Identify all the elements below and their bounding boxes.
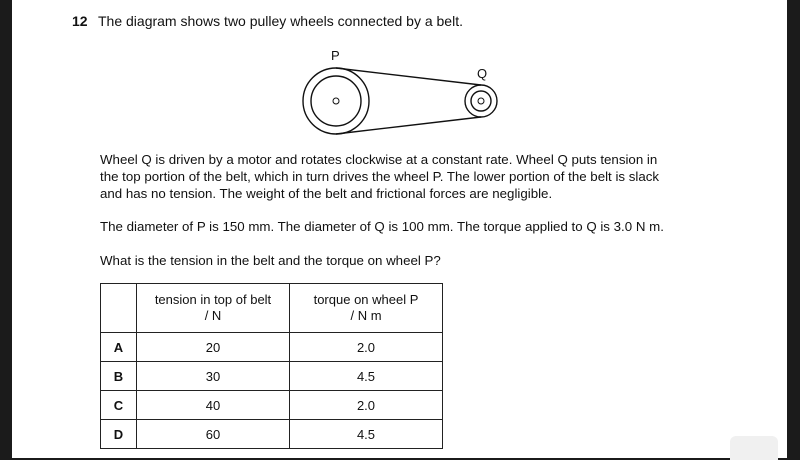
paragraph-description	[100, 151, 740, 202]
torque-value: 2.0	[290, 391, 443, 420]
wheel-p-outer	[303, 68, 369, 134]
header-tension-label: tension in top of belt	[154, 292, 272, 307]
option-letter: B	[101, 362, 137, 391]
torque-value: 4.5	[290, 420, 443, 449]
option-letter: C	[101, 391, 137, 420]
wheel-p-inner	[311, 76, 361, 126]
header-torque	[290, 284, 443, 333]
wheel-q-outer	[465, 85, 497, 117]
tension-value: 40	[137, 391, 290, 420]
torque-value: 2.0	[290, 333, 443, 362]
exam-page	[12, 0, 787, 458]
table-row[interactable]	[101, 420, 443, 449]
description-line-2: the top portion of the belt, which in turn drives the wheel P. The lower portion of the belt is slack	[100, 169, 660, 184]
header-tension	[137, 284, 290, 333]
tension-value: 60	[137, 420, 290, 449]
question-intro: The diagram shows two pulley wheels connected by a belt.	[98, 13, 463, 29]
page-corner-overlay	[730, 436, 778, 460]
table-row[interactable]	[101, 333, 443, 362]
pulley-diagram	[12, 0, 787, 160]
header-torque-unit: / N m	[350, 308, 382, 323]
table-row[interactable]	[101, 362, 443, 391]
torque-value: 4.5	[290, 362, 443, 391]
wheel-p-axle	[333, 98, 339, 104]
header-tension-unit: / N	[204, 308, 222, 323]
wheel-q-axle	[478, 98, 484, 104]
option-letter: D	[101, 420, 137, 449]
label-q: Q	[477, 66, 488, 81]
paragraph-question: What is the tension in the belt and the torque on wheel P?	[100, 253, 441, 268]
tension-value: 30	[137, 362, 290, 391]
option-letter: A	[101, 333, 137, 362]
table-row[interactable]	[101, 391, 443, 420]
header-torque-label: torque on wheel P	[313, 292, 419, 307]
question-number: 12	[72, 13, 88, 29]
description-line-1: Wheel Q is driven by a motor and rotates clockwise at a constant rate. Wheel Q puts tension in	[100, 152, 658, 167]
answer-table	[100, 283, 443, 449]
description-line-3: and has no tension. The weight of the belt and frictional forces are negligible.	[100, 186, 553, 201]
tension-value: 20	[137, 333, 290, 362]
paragraph-given-values: The diameter of P is 150 mm. The diameter of Q is 100 mm. The torque applied to Q is 3.0 N m.	[100, 219, 664, 234]
header-empty-cell	[101, 284, 137, 333]
wheel-q-inner	[471, 91, 491, 111]
label-p: P	[331, 48, 340, 63]
table-header-row	[101, 284, 443, 333]
